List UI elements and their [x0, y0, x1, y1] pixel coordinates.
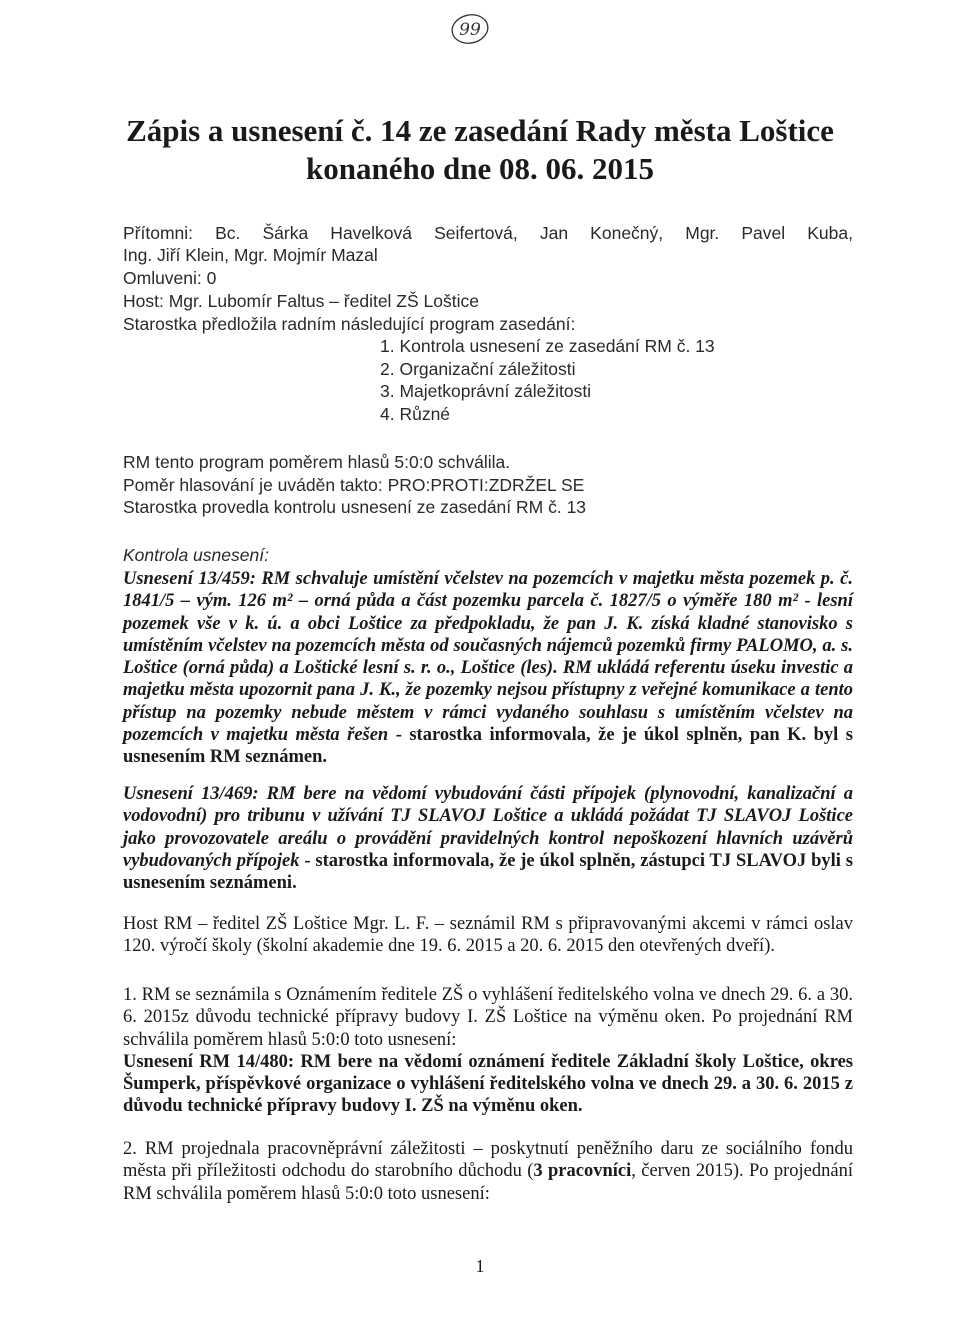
item-1-text: 1. RM se seznámila s Oznámením ředitele ZŠ o vyhlášení ředitelského volna ve dnech 29. 6. a 30. 6. 2015z důvodu technické přípravy budovy I. ZŠ Loštice na výměnu oken. Po projednání RM schválila poměrem hlasů 5:0:0 toto usnesení:: [123, 985, 853, 1050]
item-2-text-a: 2. RM projednala pracovněprávní záležitosti – poskytnutí peněžního daru ze sociálního fondu města při příležitosti odchodu do starobního důchodu (: [123, 1139, 853, 1182]
title-line-2: konaného dne 08. 06. 2015: [306, 151, 654, 186]
item-2-text-b: , červen 2015). Po projednání RM schválila poměrem hlasů 5:0:0 toto usnesení:: [123, 1161, 853, 1204]
guest-report: Host RM – ředitel ZŠ Loštice Mgr. L. F. – seznámil RM s připravovanými akcemi v rámci oslav 120. výročí školy (školní akademie dne 19. 6. 2015 a 20. 6. 2015 den otevřených dveří).: [123, 914, 853, 957]
approval-line-2: Poměr hlasování je uváděn takto: PRO:PROTI:ZDRŽEL SE: [123, 475, 585, 495]
item-2: [123, 1138, 853, 1205]
present-line-1: Přítomni: Bc. Šárka Havelková Seifertová, Jan Konečný, Mgr. Pavel Kuba,: [123, 223, 853, 243]
control-heading: Kontrola usnesení:: [123, 545, 269, 565]
item-1: [123, 984, 853, 1118]
excused-line: Omluveni: 0: [123, 268, 217, 288]
agenda-item: 1. Kontrola usnesení ze zasedání RM č. 13: [380, 336, 715, 356]
resolution-13-459-status: - starostka informovala, že je úkol splněn, pan K. byl s usnesením RM seznámen.: [123, 725, 853, 768]
approval-line-1: RM tento program poměrem hlasů 5:0:0 schválila.: [123, 452, 511, 472]
title-line-1: Zápis a usnesení č. 14 ze zasedání Rady města Loštice: [126, 113, 834, 148]
resolution-13-459-text: Usnesení 13/459: RM schvaluje umístění včelstev na pozemcích v majetku města pozemek p. č. 1841/5 – vým. 126 m² – orná půda a část pozemku parcela č. 1827/5 o výměře 180 m² - lesní pozemek vše v k. ú. a obci Loštice za předpokladu, že pan J. K. získá kladné stanovisko s umístěním včelstev na pozemcích města od současných nájemců pozemků firmy PALOMO, a. s. Loštice (orná půda) a Loštické lesní s. r. o., Loštice (les). RM ukládá referentu úseku investic a majetku města upozornit pana J. K., že pozemky nejsou přístupny z veřejné komunikace a tento přístup na pozemky nebude městem v rámci vydaného souhlasu s umístěním včelstev na pozemcích v majetku města řešen: [123, 569, 853, 746]
resolution-13-459: [123, 568, 853, 769]
program-intro: Starostka předložila radním následující program zasedání:: [123, 314, 576, 334]
resolution-13-469-text: Usnesení 13/469: RM bere na vědomí vybudování části přípojek (plynovodní, kanalizační a vodovodní) pro tribunu v užívání TJ SLAVOJ Loštice a ukládá požádat TJ SLAVOJ Loštice jako provozovatele areálu o provádění pravidelných kontrol nepoškození hlavních uzávěrů vybudovaných přípojek: [123, 784, 853, 871]
attendance-block: [123, 222, 853, 244]
guest-line: Host: Mgr. Lubomír Faltus – ředitel ZŠ Loštice: [123, 291, 479, 311]
document-title: [0, 112, 960, 188]
page-number: 1: [475, 1256, 485, 1276]
svg-text:99: 99: [459, 20, 481, 40]
resolution-13-469: [123, 783, 853, 894]
approval-line-3: Starostka provedla kontrolu usnesení ze zasedání RM č. 13: [123, 497, 587, 517]
agenda-list: [380, 335, 715, 425]
agenda-item: 3. Majetkoprávní záležitosti: [380, 381, 592, 401]
agenda-item: 4. Různé: [380, 403, 451, 424]
handwritten-page-stamp: [448, 10, 492, 48]
resolution-13-469-status: - starostka informovala, že je úkol splněn, zástupci TJ SLAVOJ byli s usnesením seznámeni.: [123, 850, 853, 894]
present-line-2: Ing. Jiří Klein, Mgr. Mojmír Mazal: [123, 245, 378, 265]
agenda-item: 2. Organizační záležitosti: [380, 358, 576, 379]
item-2-text-bold: 3 pracovníci: [533, 1161, 632, 1182]
item-1-resolution: Usnesení RM 14/480: RM bere na vědomí oznámení ředitele Základní školy Loštice, okres Šumperk, příspěvkové organizace o vyhlášení ředitelského volna ve dnech 29. a 30. 6. 2015 z důvodu technické přípravy budovy I. ZŠ na výměnu oken.: [123, 1051, 853, 1117]
